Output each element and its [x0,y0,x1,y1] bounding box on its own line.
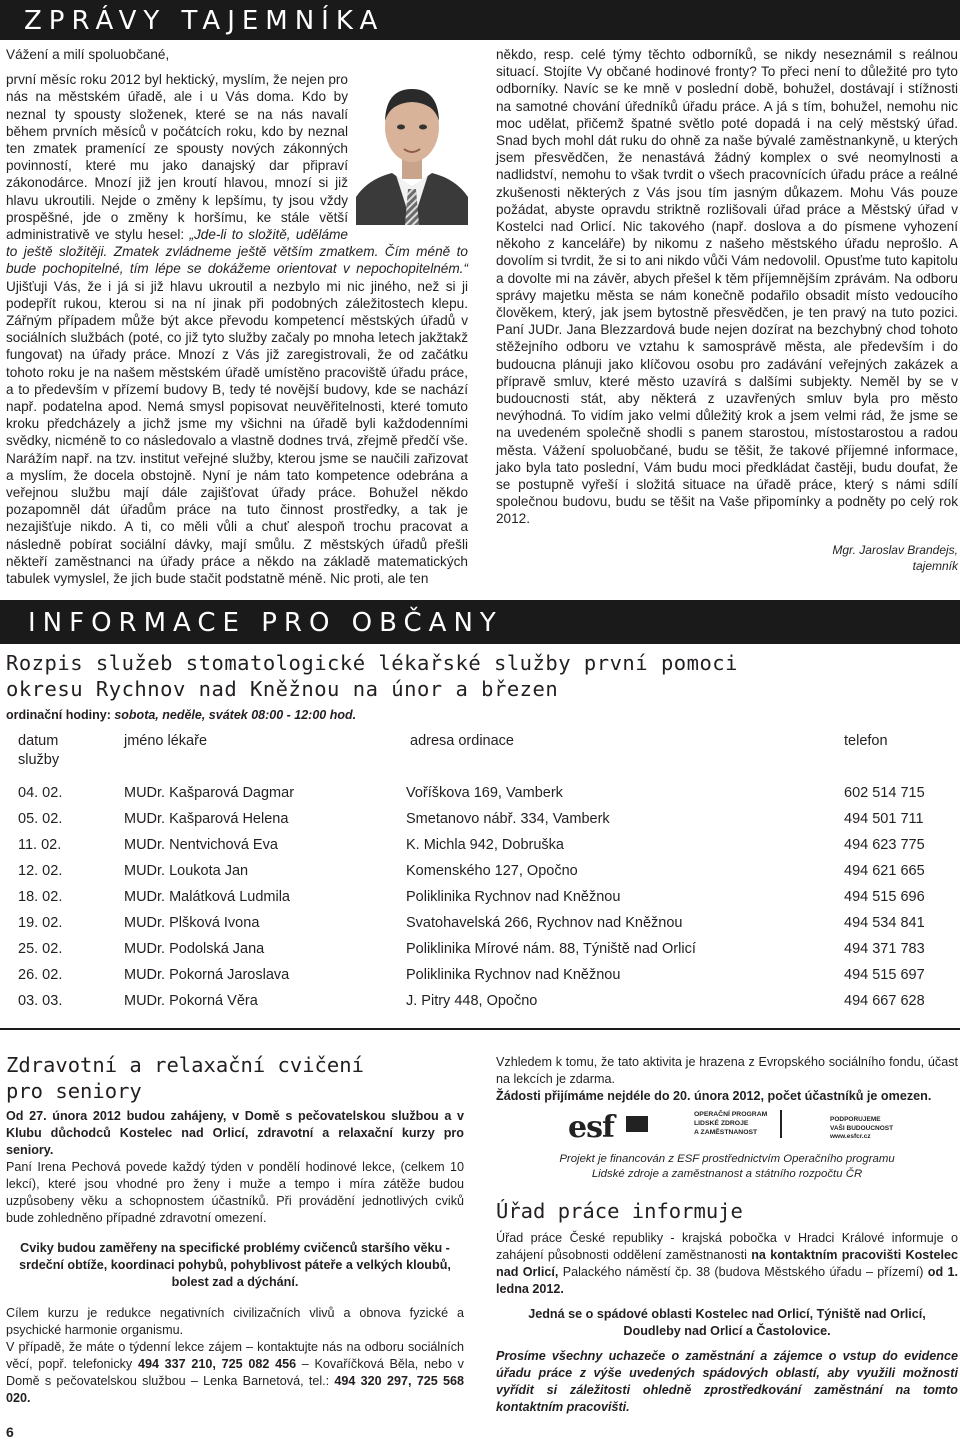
section-header-informace: INFORMACE PRO OBČANY [0,600,960,644]
signature [496,542,958,574]
col-header-date [18,732,59,770]
row-doctor: MUDr. Plšková Ivona [124,915,260,931]
labor-paragraph-2: Jedná se o spádové oblasti Kostelec nad Orlicí, Týniště nad Orlicí, Doudleby nad Orlicí a Častolovice. [528,1307,926,1338]
row-address: Svatohavelská 266, Rychnov nad Kněžnou [406,915,683,931]
contact-phone-1: 494 337 210, 725 082 456 [137,1357,297,1371]
table-row [18,941,938,965]
esf-caption [496,1152,958,1182]
page-number: 6 [6,1424,14,1440]
esf-info [496,1054,958,1105]
support-logo-line2: VAŠI BUDOUCNOST [830,1124,894,1132]
hours-label: ordinační hodiny: [6,708,111,722]
labor-office-body [496,1230,958,1416]
row-phone: 494 371 783 [844,941,925,957]
exercise-contact [6,1339,464,1407]
exercise-title-line2: pro seniory [6,1079,142,1103]
exercise-title-line1: Zdravotní a relaxační cvičení [6,1053,364,1077]
row-address: Komenského 127, Opočno [406,863,578,879]
exercise-body [6,1108,464,1407]
table-row [18,863,938,887]
row-doctor: MUDr. Loukota Jan [124,863,249,879]
section-header-tajemnik: ZPRÁVY TAJEMNÍKA [0,0,960,40]
row-phone: 494 534 841 [844,915,925,931]
esf-paragraph: Vzhledem k tomu, že tato aktivita je hrazena z Evropského sociálního fondu, účast na lekcích je zdarma. [496,1055,958,1086]
row-date: 03. 03. [18,993,63,1009]
support-logo-line1: PODPORUJEME [830,1116,881,1123]
row-phone: 602 514 715 [844,785,925,801]
labor-paragraph-1 [496,1230,958,1298]
row-address: Voříškova 169, Vamberk [406,785,563,801]
contact-phone-2: 494 320 297, 725 568 020. [6,1374,464,1405]
op-logo-line3: A ZAMĚSTNANOST [694,1129,758,1136]
col-header-date-2: služby [18,752,60,768]
col-header-phone: telefon [844,733,888,749]
dental-title-line1: Rozpis služeb stomatologické lékařské služby první pomoci [6,651,738,675]
dental-title-line2: okresu Rychnov nad Kněžnou na únor a březen [6,677,559,701]
signature-role: tajemník [912,558,958,573]
eu-flag-icon [626,1116,648,1132]
row-phone: 494 501 711 [844,811,924,827]
row-address: K. Michla 942, Dobruška [406,837,564,853]
signature-name: Mgr. Jaroslav Brandejs, [832,542,958,557]
row-date: 11. 02. [18,837,62,853]
row-date: 12. 02. [18,863,63,879]
exercise-focus: Cviky budou zaměřeny na specifické problémy cvičenců staršího věku - srdeční obtíže, koordinaci pohybů, pohyblivost páteře a velkých kloubů, bolest zad a dýchání. [19,1241,451,1289]
support-logo-line3: www.esfcr.cz [830,1133,871,1140]
row-address: J. Pitry 448, Opočno [406,993,538,1009]
letter-body-right: někdo, resp. celé týmy těchto odborníků, se nikdy neseznámil s reálnou situací. Stojíte Vy občané hodinové fronty? To přeci není to důležité pro tyto odborníky. Navíc se ke mně v poslední době, bohužel, dostávají i stížnosti na samotné chování úředníků úřadu práce. A já s tím, bohužel, nemohu nic moc udělat, přičemž špatné světlo poté dopadá i na celý městský úřad. Snad bych mohl dát ruku do ohně za naše bývalé zaměstnankyně, u kterých jsem přesvědčen, že nenastává žádný komplex o své neomylnosti a nadlidství, nemohu to však tvrdit o všech pracovnících úřadu práce a reálné zkušenosti některých z Vás jsou tím jasným důkazem. Mohu Vás pouze požádat, abyste opravdu striktně rozlišovali úřad práce a Městský úřad v Kostelci nad Orlicí. Nic takového (např. doslova a do písmene vyhození někoho z kanceláře) by nikomu z našeho městského úřadu neprošlo. A dovolím si tvrdit, že si to ani nikdo vůči Vám nedovolil. Opusťme tuto kapitolu a dovolte mi na závěr, abych přešel k těm příjemnějším zprávám. Na odboru správy majetku města se nám konečně podařilo obsadit místo vedoucího člověkem, který, jak jsem bytostně přesvědčen, je ten pravý na tuto pozici. Paní JUDr. Jana Blezzardová bude nejen dozírat na bezchybný chod tohoto stěžejního odboru ve vztahu k samosprávě města, ale především i do budoucna plánuji jako klíčovou osobu pro zadávání veřejných zakázek a přípravě smluv, které město uzavírá s dalšími subjekty. Neměl by se v budoucnosti stát, aby některá z uzavřených smluv byla pro město nevýhodná. To vidím jako velmi důležitý krok a jsem velmi rád, že jsme se na uvedeném společně shodli s panem starostou, místostarostou a radou města. Vážení spoluobčané, budu se těšit, že takové příjemné informace, jako byla tato poslední, Vám budu moci předkládat častěji, budu doufat, že se postupně vyřeší i složitá situace na úřadě práce, který s námi sdílí společnou budovu, budu se těšit na Vaše připomínky a podněty po celý rok 2012. [496,47,958,527]
row-phone: 494 515 697 [844,967,925,983]
row-date: 05. 02. [18,811,63,827]
table-row [18,811,938,835]
hours-value: sobota, neděle, svátek 08:00 - 12:00 hod. [110,708,357,722]
row-address: Poliklinika Mírové nám. 88, Týniště nad Orlicí [406,941,696,957]
row-doctor: MUDr. Pokorná Jaroslava [124,967,290,983]
col-header-date-1: datum [18,733,59,749]
labor-office-name: na kontaktním pracovišti Kostelec nad Orlicí, [496,1248,958,1279]
divider [0,1028,960,1030]
office-hours [6,708,356,722]
esf-deadline: Žádosti přijímáme nejdéle do 20. února 2012, počet účastníků je omezen. [496,1089,932,1103]
table-row [18,915,938,939]
table-row [18,889,938,913]
row-date: 26. 02. [18,967,63,983]
op-logo-line1: OPERAČNÍ PROGRAM [694,1111,768,1118]
row-address: Poliklinika Rychnov nad Kněžnou [406,967,621,983]
greeting: Vážení a milí spoluobčané, [6,47,170,62]
letter-text-2: Ujišťuji Vás, že i já si již hlavu ukroutil a nezbylo mi nic jiného, než si ji podepřít rukou, kterou si na ní jinak při podobných záležitostech klepu. Zářným případem může být akce převodu kompetencí městských úřadů v sociálních službách (poté, co již tyto služby začaly po mnoha letech jakžtakž fungovat) na úřady práce. Mnozí z Vás již zaregistrovali, že od začátku tohoto roku je na našem městském úřadě umístěno pracoviště úřadu práce, a to především v přízemí budovy B, tedy té novější budovy, kde se nachází např. podatelna apod. Nemá smysl popisovat neuvěřitelnosti, které tomuto kroku předcházely a jichž jsme my všichni na úřadě byli každodenními svědky, nicméně to co následovalo a vlastně dodnes trvá, zřejmě předčí vše. Narážím např. na tzv. institut veřejné služby, kterou jsme se naučili zařizovat a myslím, že docela obstojně. Nyní je nám tato kompetence odebrána a veřejnou službu mají dále zajišťovat úřady práce. Bohužel někdo pozapomněl dát úřadům práce na tuto činnost prostředky, a tak je nezajišťuje nikdo. A ti, co měli vůli a chuť alespoň trochu pracovat a následně pobírat sociální dávky, mají smůlu. Z městských úřadů přešli někteří zaměstnanci na úřady práce a někdo na základě matematických tabulek vymyslel, že jich bude stačit podstatně méně. Nic proti, ale ten [6,278,468,587]
ministry-logo [780,1110,816,1138]
row-phone: 494 623 775 [844,837,925,853]
secretary-letter-right [496,46,958,574]
labor-text-1: Úřad práce České republiky - krajská pobočka v Hradci Králové informuje o zahájení působnosti oddělení zaměstnanosti [496,1231,958,1262]
labor-text-2: Palackého náměstí čp. 38 (budova Městského úřadu – přízemí) [558,1265,928,1279]
support-logo [830,1116,893,1142]
row-doctor: MUDr. Nentvichová Eva [124,837,278,853]
esf-logos [568,1108,928,1148]
row-address: Poliklinika Rychnov nad Kněžnou [406,889,621,905]
col-header-doctor: jméno lékaře [124,733,208,749]
exercise-lead: Od 27. února 2012 budou zahájeny, v Domě s pečovatelskou službou a v Klubu důchodců Kostelec nad Orlicí, zdravotní a relaxační kurzy pro seniory. [6,1109,464,1157]
op-logo [694,1110,767,1137]
row-date: 18. 02. [18,889,63,905]
exercise-paragraph-2: Cílem kurzu je redukce negativních civilizačních vlivů a obnova fyzické a psychické harmonie organismu. [6,1306,464,1337]
row-address: Smetanovo nábř. 334, Vamberk [406,811,610,827]
dental-title [6,650,738,702]
row-doctor: MUDr. Pokorná Věra [124,993,258,1009]
row-doctor: MUDr. Kašparová Helena [124,811,289,827]
row-doctor: MUDr. Malátková Ludmila [124,889,290,905]
esf-caption-line2: Lidské zdroje a zaměstnanost a státního rozpočtu ČR [591,1168,863,1180]
row-date: 19. 02. [18,915,63,931]
exercise-paragraph-1: Paní Irena Pechová povede každý týden v pondělí hodinové lekce, (celkem 10 lekcí), které jsou vhodné pro ženy i muže a tempo i míra zátěže budou uzpůsobeny věku a schopnostem účastníků. Při provádění jednotlivých cviků bude zohledněno případné zdravotní omezení. [6,1160,464,1225]
table-row [18,785,938,809]
esf-caption-line1: Projekt je financován z ESF prostřednictvím Operačního programu [559,1153,895,1165]
secretary-letter-left [6,46,468,587]
row-doctor: MUDr. Kašparová Dagmar [124,785,295,801]
row-date: 04. 02. [18,785,63,801]
portrait-photo [356,75,468,225]
contact-text-2: – Kovaříčková Běla, nebo v Domě s pečovatelskou službou – Lenka Barnetová, tel.: [6,1357,464,1388]
table-row [18,993,938,1017]
labor-paragraph-3: Prosíme všechny uchazeče o zaměstnání a zájemce o vstup do evidence úřadu práce z výše uvedených spádových oblastí, aby využili možnosti vyřídit si záležitosti ohledně zprostředkování zaměstnání na tomto kontaktním pracovišti. [496,1349,958,1414]
letter-text-1: první měsíc roku 2012 byl hektický, myslím, že nejen pro nás na městském úřadě, ale i u Vás doma. Kdo by neznal ty spousty složenek, které se na nás navalí během prvních měsíců v počátcích roku, kdo by neznal ten zmatek pramenící ze spousty nových zákonných povinností, které mu jako danajský dar připraví zákonodárce. Mnozí již jen kroutí hlavou, mnozí si již hlavu ukroutili. Nejde o změny k lepšímu, ty jsou vždy prospěšné, jde o změny k horšímu, ke stále větší administrativě ve stylu hesel: [6,72,348,243]
row-phone: 494 621 665 [844,863,925,879]
letter-quote: „Jde-li to složitě, uděláme to ještě složitěji. Zmatek zvládneme ještě větším zmatkem. Čím méně to bude pochopitelné, tím lépe se dokážeme orientovat v nepochopitelném.“ [6,227,468,277]
row-phone: 494 667 628 [844,993,925,1009]
row-doctor: MUDr. Podolská Jana [124,941,265,957]
labor-office-title: Úřad práce informuje [496,1199,743,1223]
row-phone: 494 515 696 [844,889,925,905]
contact-text-1: V případě, že máte o týdenní lekce zájem – kontaktujte nás na odboru sociálních věcí, popř. telefonicky [6,1340,464,1371]
esf-logo: esf [568,1110,614,1145]
col-header-address: adresa ordinace [410,733,514,749]
exercise-title [6,1052,364,1104]
table-row [18,837,938,861]
row-date: 25. 02. [18,941,63,957]
table-row [18,967,938,991]
labor-start-date: od 1. ledna 2012. [496,1265,958,1296]
op-logo-line2: LIDSKÉ ZDROJE [694,1120,749,1127]
